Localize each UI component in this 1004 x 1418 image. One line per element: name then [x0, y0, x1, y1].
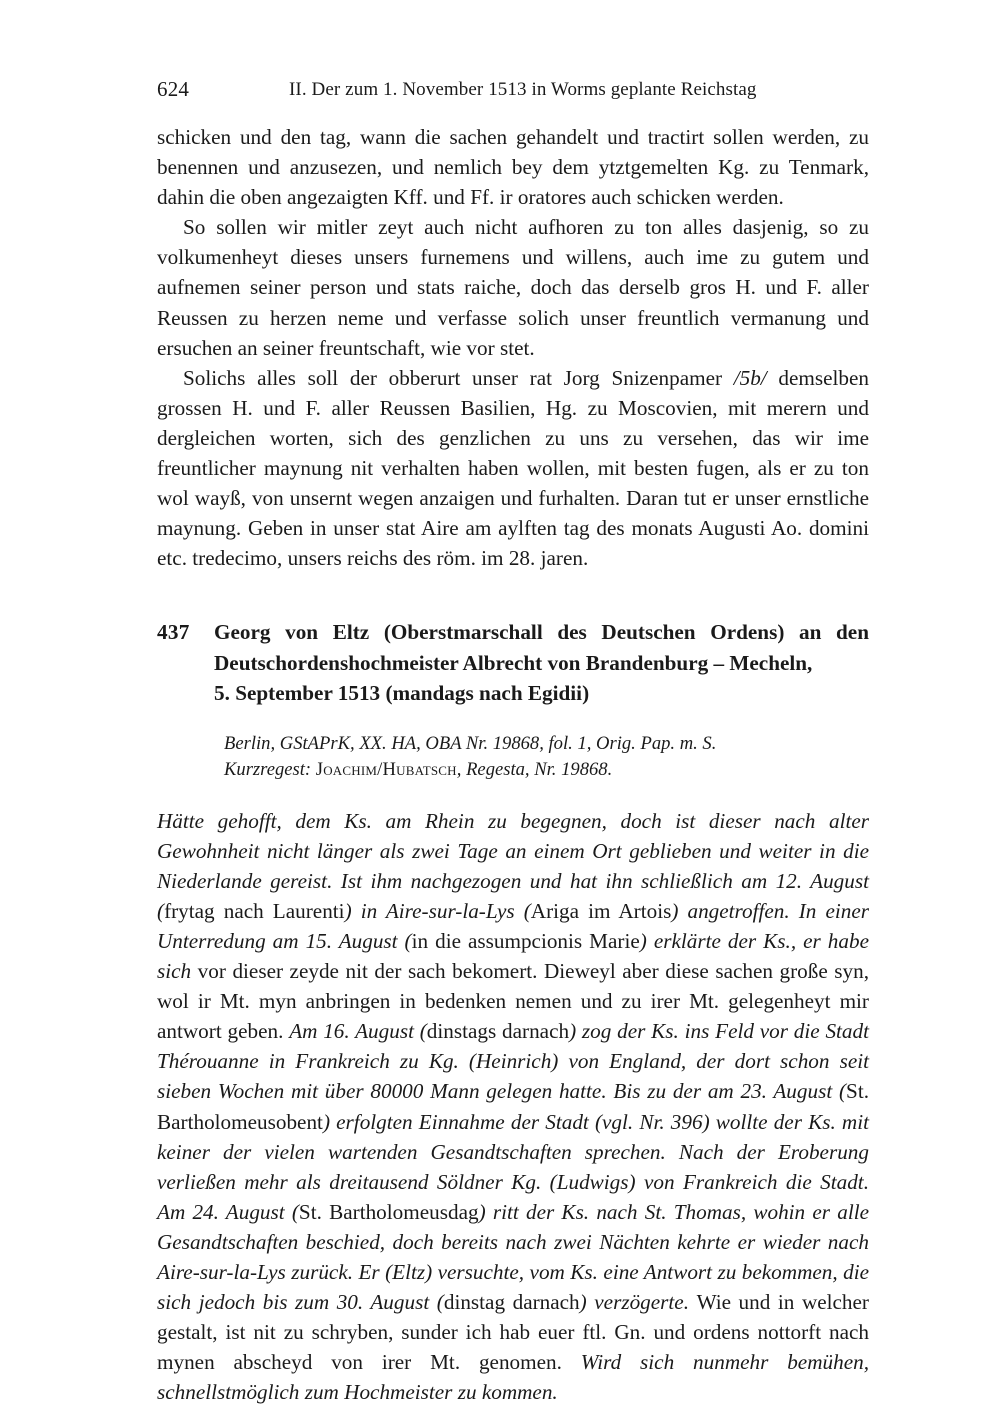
regest-summary-segment: ) angetroffen. In einer Unterredung am 15. August (	[157, 898, 870, 953]
regest-quoted-source-segment: frytag nach Laurenti	[164, 898, 345, 923]
body-paragraph-1: schicken und den tag, wann die sachen gehandelt und tractirt sollen werden, zu benennen und anzusezen, und nemlich bey dem ytztgemelten Kg. zu Tenmark, dahin die oben angezaigten Kff. und Ff. ir oratores auch schicken werden.	[157, 125, 869, 210]
paragraph-3-text-before-folio: Solichs alles soll der obberurt unser rat Jorg Snizenpamer	[183, 365, 734, 390]
regest-summary-segment: Am 16. August (	[289, 1019, 427, 1044]
document-heading-line-2: 5. September 1513 (mandags nach Egidii)	[214, 681, 590, 706]
regest-summary-segment: ) in Aire-sur-la-Lys (	[344, 898, 531, 923]
body-paragraph-2: So sollen wir mitler zeyt auch nicht aufhoren zu ton alles dasjenig, so zu volkumenheyt dieses unsers furnemens und willens, auch ime zu gutem und aufnemen seiner person und stats raiche, doch das derselb gros H. und F. aller Reussen zu herzen neme und verfasse solich unser freuntlich vermanung und ersuchen an seiner freuntschaft, wie vor stet.	[157, 215, 869, 360]
source-note-authors: Joachim/Hubatsch	[315, 759, 457, 781]
source-note-line-2	[224, 757, 869, 784]
document-heading-line-1: Georg von Eltz (Oberstmarschall des Deutschen Ordens) an den Deutschordenshochmeister Albrecht von Brandenburg – Mecheln,	[214, 620, 869, 675]
regest-quoted-source-segment: dinstags darnach	[426, 1019, 570, 1044]
regest-quoted-source-segment: in die assumpcionis Marie	[411, 929, 640, 953]
paragraph-3-text-after-folio: demselben grossen H. und F. aller Reussen Basilien, Hg. zu Moscovien, mit merern und dergleichen worten, sich des genzlichen zu uns zu versehen, das wir ime freuntlicher maynung nit verhalten haben wollen, mit besten fugen, als er zu ton wol wayß, von unsernt wegen anzaigen und furhalten. Daran tut er unser ernstliche maynung. Geben in unser stat Aire am aylften tag des monats Augusti Ao. domini etc. tredecimo, unsers reichs des röm. im 28. jaren.	[157, 365, 869, 571]
archival-source-note	[224, 731, 869, 784]
running-title: II. Der zum 1. November 1513 in Worms geplante Reichstag	[289, 79, 757, 100]
regest-summary-segment: ) ritt der Ks. nach St. Thomas, wohin er alle Gesandtschaften beschied, doch bereits nach zwei Nächten kehrte er wieder nach Aire-sur-la-Lys zurück. Er (Eltz) versuchte, vom Ks. eine Antwort zu bekommen, die sich jedoch bis zum 30. August (	[157, 1199, 870, 1315]
regest-quoted-source-segment: vor dieser zeyde nit der sach bekomert. Dieweyl aber diese sachen große syn, wol ir Mt. myn anbringen in bedenken nemen und zu irer Mt. gelegenheyt mir antwort geben.	[157, 959, 869, 1044]
document-number: 437	[157, 620, 190, 645]
regest-quoted-source-segment: St. Bartholomeusdag	[298, 1199, 479, 1224]
page-number: 624	[157, 77, 190, 101]
regest-summary-segment: Hätte gehofft, dem Ks. am Rhein zu begegnen, doch ist dieser nach alter Gewohnheit nicht länger als zwei Tage an einem Ort geblieben und weiter in die Niederlande gereist. Ist ihm nachgezogen und hat ihn schließlich am 12. August (	[157, 808, 869, 923]
regest-summary-segment: Wird sich nunmehr bemühen, schnellstmöglich zum Hochmeister zu kommen.	[157, 1350, 869, 1405]
regest-quoted-source-segment: Ariga im Artois	[530, 898, 672, 923]
regest-quoted-source-segment: St. Bartholomeusobent	[157, 1079, 869, 1134]
document-heading-text	[214, 617, 869, 708]
document-heading	[157, 617, 869, 708]
running-head	[157, 76, 869, 102]
regest-summary-segment: ) erfolgten Einnahme der Stadt (vgl. Nr. 396) wollte der Ks. mit keiner der vielen wartenden Gesandtschaften sprechen. Nach der Eroberung verließen mehr als dreitausend Söldner Kg. (Ludwigs) von Frankreich die Stadt. Am 24. August (	[157, 1109, 869, 1224]
regest-text	[157, 806, 869, 1408]
body-paragraph-3	[157, 363, 869, 574]
page-content	[157, 122, 869, 1408]
regest-summary-segment: ) zog der Ks. ins Feld vor die Stadt Thérouanne in Frankreich zu Kg. (Heinrich) von England, der dort schon seit sieben Wochen mit über 80000 Mann gelegen hatte. Bis zu der am 23. August (	[157, 1019, 870, 1104]
regest-quoted-source-segment: dinstag darnach	[443, 1290, 580, 1315]
folio-marker: /5b/	[733, 365, 767, 390]
regest-summary-segment: ) verzögerte.	[579, 1290, 697, 1315]
regest-summary-segment: ) erklärte der Ks., er habe sich	[157, 929, 869, 984]
source-note-line-1: Berlin, GStAPrK, XX. HA, OBA Nr. 19868, fol. 1, Orig. Pap. m. S.	[224, 732, 717, 754]
kurzregest-label: Kurzregest:	[224, 759, 312, 781]
source-note-reference: , Regesta, Nr. 19868.	[456, 759, 613, 781]
regest-quoted-source-segment: Wie und in welcher gestalt, ist nit zu schryben, sunder ich hab euer ftl. Gn. und ordens nottorft nach mynen abscheyd von irer Mt. genomen.	[157, 1290, 869, 1375]
